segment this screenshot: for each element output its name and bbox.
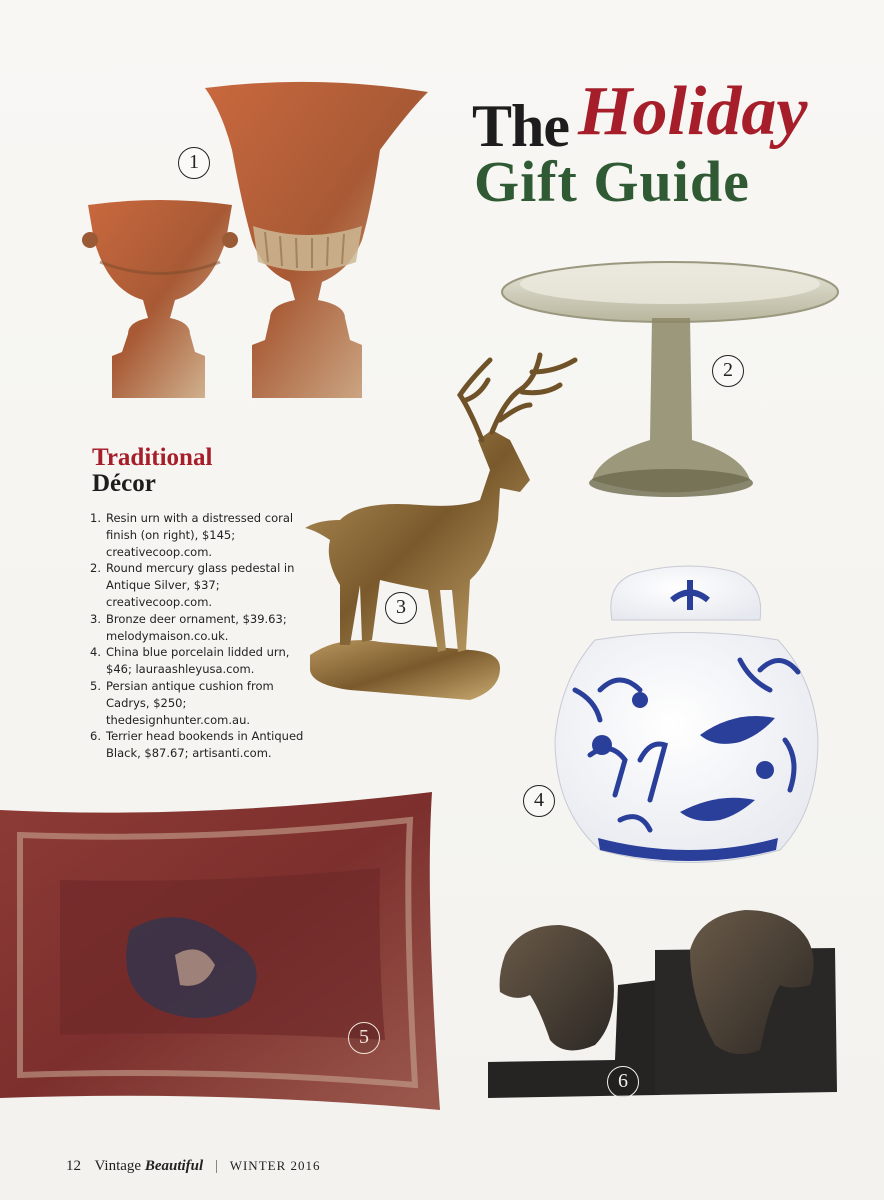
section-heading-traditional: Traditional bbox=[92, 444, 213, 471]
callout-5: 5 bbox=[348, 1022, 380, 1054]
list-item: 1. Resin urn with a distressed coral finish (on right), $145; creativecoop.com. bbox=[90, 511, 294, 559]
callout-1: 1 bbox=[178, 147, 210, 179]
list-item: 3. Bronze deer ornament, $39.63; melodymaison.co.uk. bbox=[90, 611, 287, 643]
callout-3: 3 bbox=[385, 592, 417, 624]
page-number: 12 bbox=[66, 1158, 81, 1174]
resin-urns-image bbox=[82, 82, 428, 398]
title-the: The bbox=[472, 93, 570, 159]
footer-brand: Vintage bbox=[94, 1158, 142, 1174]
list-item: 4. China blue porcelain lidded urn, $46; lauraashleyusa.com. bbox=[90, 645, 290, 677]
gift-guide-title bbox=[470, 62, 870, 212]
callout-6: 6 bbox=[607, 1066, 639, 1098]
callout-4: 4 bbox=[523, 785, 555, 817]
title-gift-guide: Gift Guide bbox=[474, 149, 750, 214]
section-heading-decor: Décor bbox=[92, 470, 156, 497]
list-item: 2. Round mercury glass pedestal in Antique Silver, $37; creativecoop.com. bbox=[90, 561, 295, 609]
list-item: 5. Persian antique cushion from Cadrys, $250; thedesignhunter.com.au. bbox=[90, 678, 274, 727]
persian-cushion-image bbox=[0, 792, 440, 1110]
blue-porcelain-urn-image bbox=[555, 566, 818, 863]
title-holiday: Holiday bbox=[578, 73, 808, 150]
page-footer bbox=[66, 1158, 321, 1175]
callout-2: 2 bbox=[712, 355, 744, 387]
glass-pedestal-image bbox=[502, 262, 838, 497]
footer-issue: WINTER 2016 bbox=[229, 1158, 321, 1173]
footer-brand-italic: Beautiful bbox=[144, 1158, 204, 1174]
item-list bbox=[88, 510, 318, 762]
footer-separator: | bbox=[214, 1158, 218, 1174]
list-item: 6. Terrier head bookends in Antiqued Black, $87.67; artisanti.com. bbox=[90, 729, 304, 761]
terrier-bookends-image bbox=[488, 910, 837, 1098]
bronze-deer-image bbox=[305, 355, 575, 700]
